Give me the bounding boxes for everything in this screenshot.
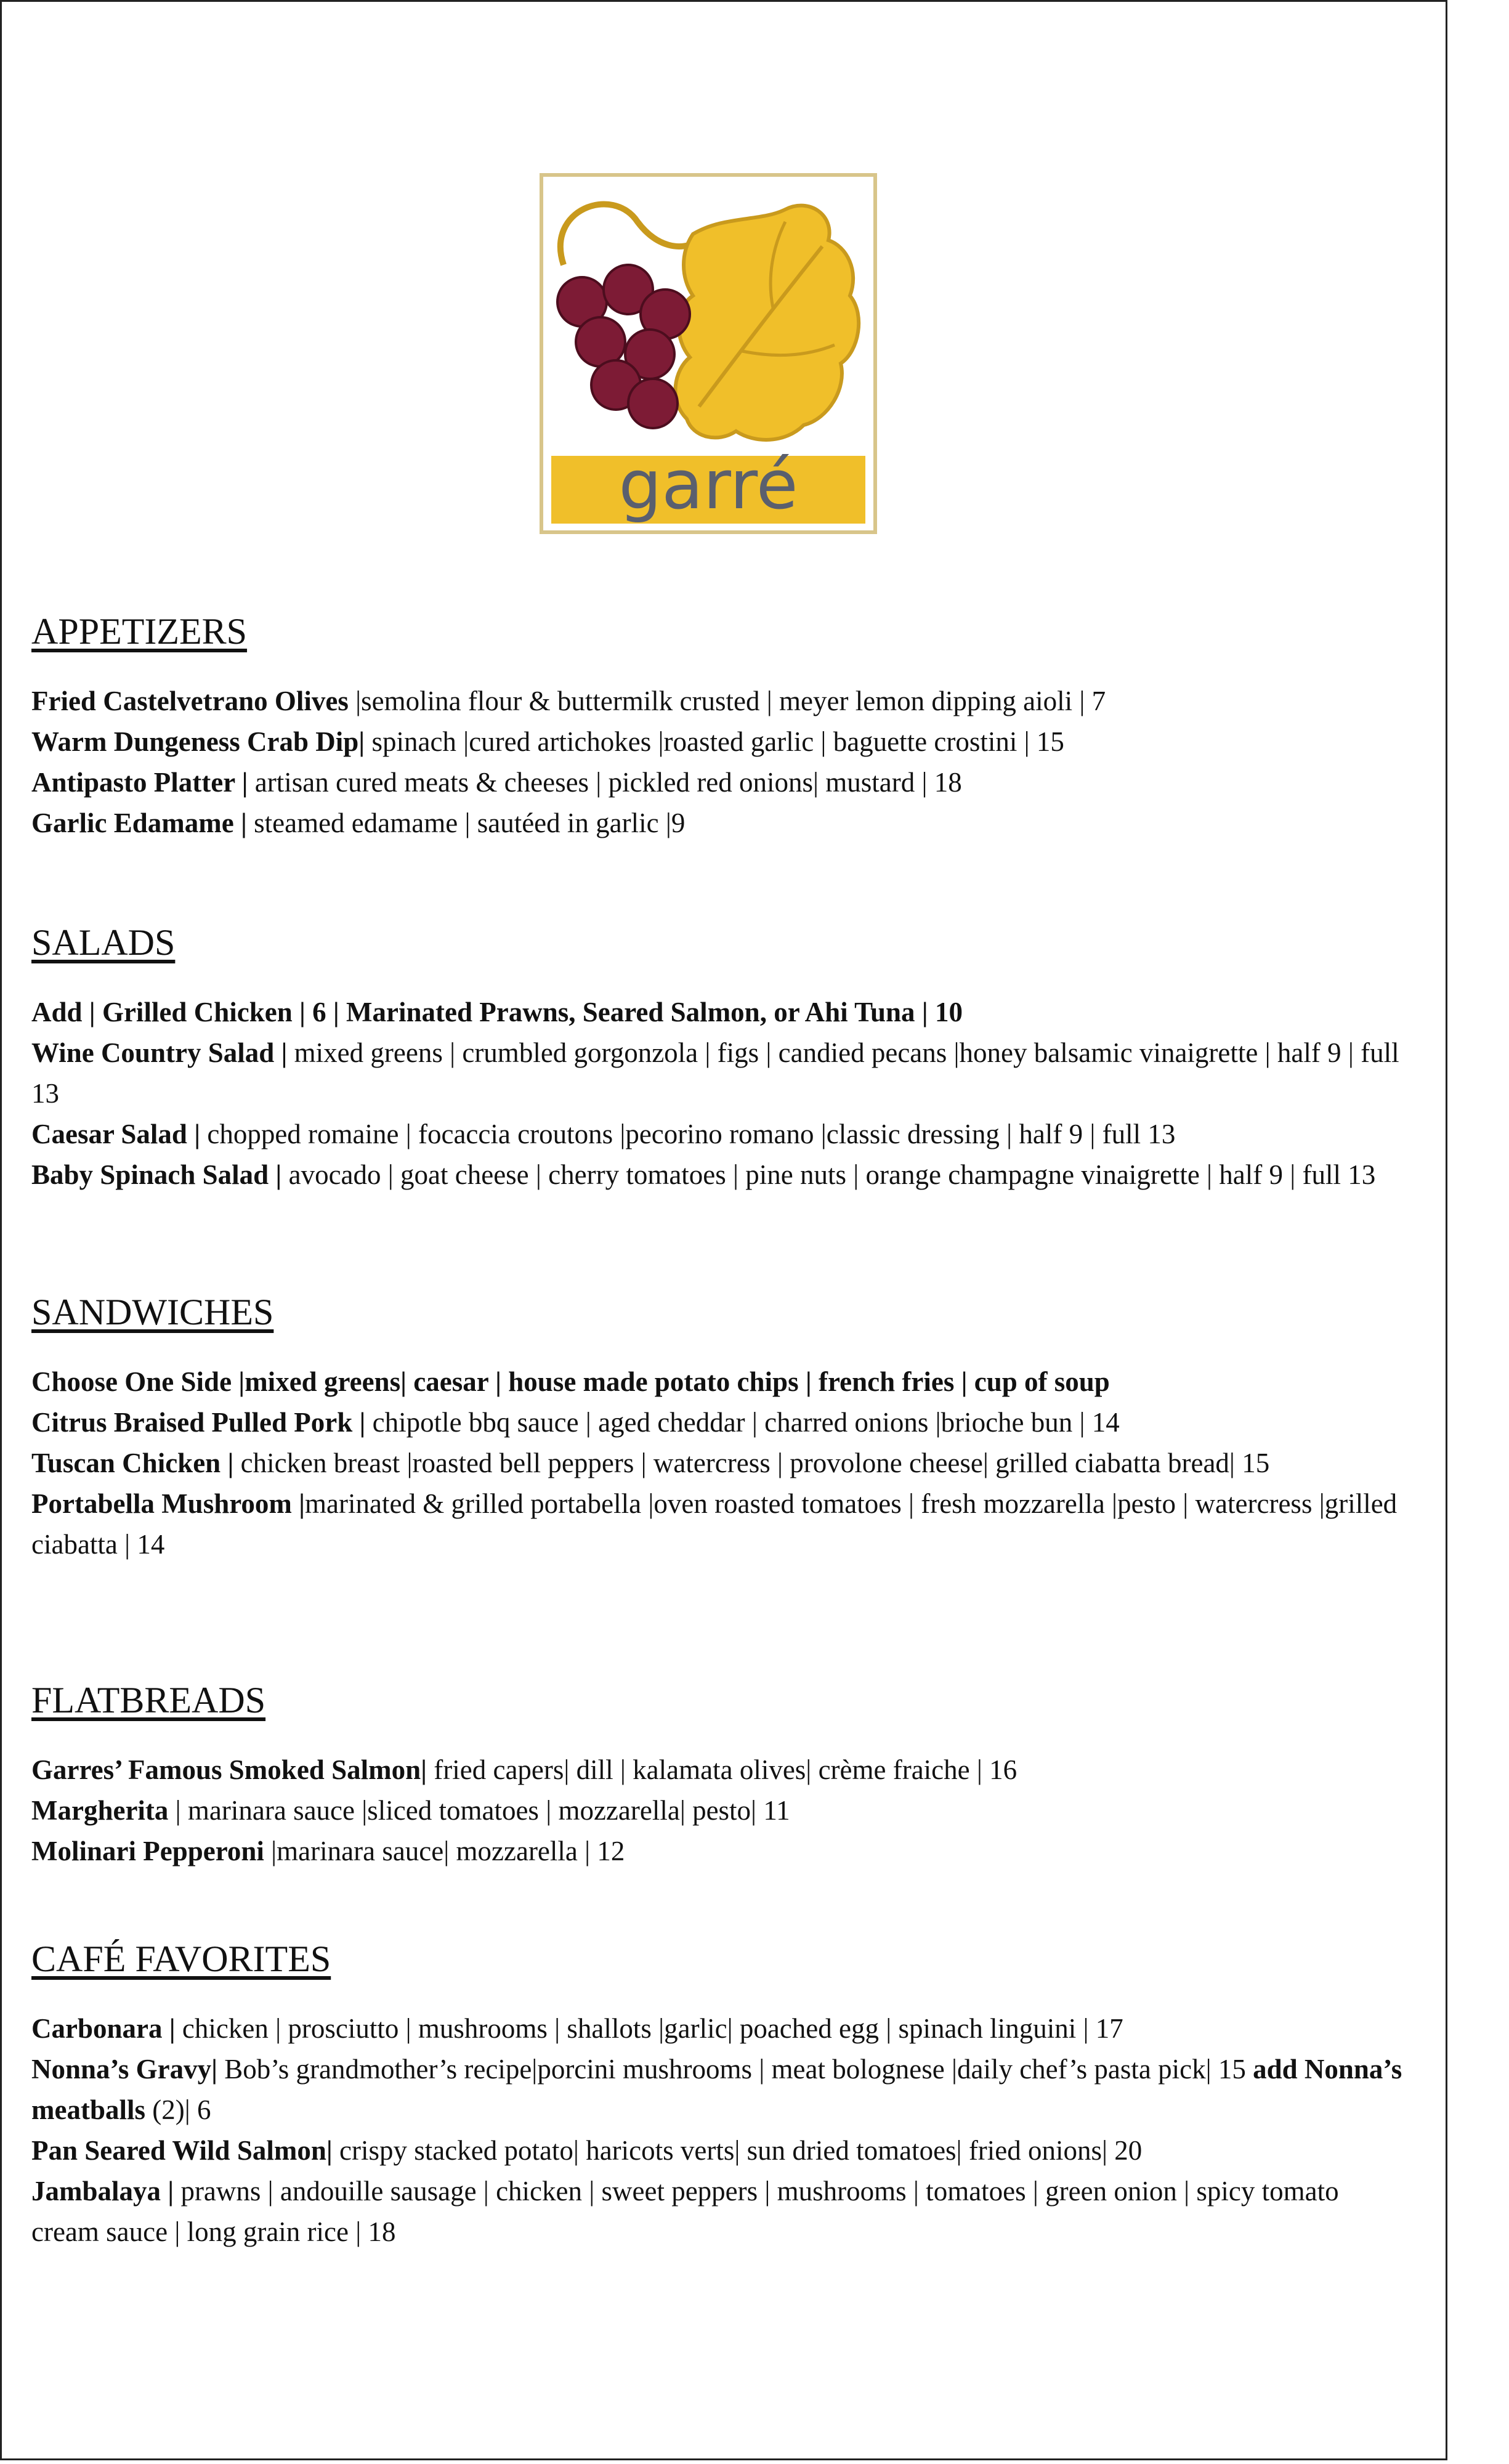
menu-item [31, 1361, 1411, 1402]
item-name: Portabella Mushroom | [31, 1488, 305, 1519]
section-title: FLATBREADS [31, 1680, 266, 1720]
item-description: fried capers| dill | kalamata olives| crème fraiche | 16 [427, 1754, 1017, 1785]
item-name: Jambalaya | [31, 2176, 174, 2207]
item-name: Wine Country Salad | [31, 1037, 288, 1068]
section-appetizers [31, 607, 1411, 843]
menu-item [31, 1402, 1411, 1443]
item-description: chicken breast |roasted bell peppers | watercress | provolone cheese| grilled ciabatta bread| 15 [233, 1448, 1270, 1478]
item-description: prawns | andouille sausage | chicken | sweet peppers | mushrooms | tomatoes | green onion | spicy tomato cream sauce | long grain rice | 18 [31, 2176, 1339, 2247]
item-description: artisan cured meats & cheeses | pickled red onions| mustard | 18 [248, 767, 962, 798]
section-sandwiches [31, 1287, 1411, 1565]
item-name: Fried Castelvetrano Olives [31, 686, 356, 716]
menu-item [31, 1114, 1411, 1154]
item-addon-name: add Nonna’s meatballs [31, 2054, 1402, 2125]
menu-item [31, 2049, 1411, 2130]
item-description: chopped romaine | focaccia croutons |pecorino romano |classic dressing | half 9 | full 13 [200, 1119, 1176, 1149]
logo-wordmark: garré [618, 445, 798, 524]
menu-item [31, 1831, 1411, 1871]
menu-item [31, 803, 1411, 843]
item-description: chicken | prosciutto | mushrooms | shallots |garlic| poached egg | spinach linguini | 17 [175, 2013, 1123, 2044]
item-name: Add | Grilled Chicken | 6 | Marinated Prawns, Seared Salmon, or Ahi Tuna | 10 [31, 997, 963, 1027]
item-description: chipotle bbq sauce | aged cheddar | charred onions |brioche bun | 14 [365, 1407, 1120, 1438]
section-cafe-favorites [31, 1934, 1411, 2252]
item-name: Antipasto Platter | [31, 767, 248, 798]
menu-item [31, 1483, 1411, 1565]
item-name: Warm Dungeness Crab Dip| [31, 726, 365, 757]
menu-item [31, 2171, 1411, 2252]
section-salads [31, 918, 1411, 1195]
grape-leaf-logo-icon [539, 172, 878, 535]
item-description: crispy stacked potato| haricots verts| sun dried tomatoes| fried onions| 20 [332, 2135, 1143, 2166]
item-name: Margherita [31, 1795, 169, 1826]
item-description: | marinara sauce |sliced tomatoes | mozzarella| pesto| 11 [168, 1795, 790, 1826]
menu-item [31, 2008, 1411, 2049]
item-description: spinach |cured artichokes |roasted garlic | baguette crostini | 15 [365, 726, 1064, 757]
item-description: mixed greens | crumbled gorgonzola | figs | candied pecans |honey balsamic vinaigrette | half 9 | full 13 [31, 1037, 1399, 1109]
menu-item [31, 762, 1411, 803]
item-name: Molinari Pepperoni [31, 1836, 264, 1866]
item-description: Bob’s grandmother’s recipe|porcini mushrooms | meat bolognese |daily chef’s pasta pick| 15 [217, 2054, 1253, 2085]
menu-item [31, 721, 1411, 762]
item-description: marinated & grilled portabella |oven roasted tomatoes | fresh mozzarella |pesto | watercress |grilled ciabatta | 14 [31, 1488, 1398, 1560]
menu-item [31, 1443, 1411, 1483]
menu-item [31, 1154, 1411, 1195]
item-name: Pan Seared Wild Salmon| [31, 2135, 333, 2166]
garre-logo [539, 172, 878, 535]
item-name: Garres’ Famous Smoked Salmon| [31, 1754, 427, 1785]
item-name: Nonna’s Gravy| [31, 2054, 218, 2085]
item-description: |marinara sauce| mozzarella | 12 [264, 1836, 625, 1866]
menu-item [31, 1749, 1411, 1790]
section-flatbreads [31, 1676, 1411, 1871]
item-name: Choose One Side |mixed greens| caesar | house made potato chips | french fries | cup of soup [31, 1366, 1110, 1397]
section-title: CAFÉ FAVORITES [31, 1939, 331, 1979]
item-name: Carbonara | [31, 2013, 176, 2044]
item-description: steamed edamame | sautéed in garlic |9 [246, 808, 686, 838]
menu-item [31, 1032, 1411, 1114]
menu-item [31, 992, 1411, 1032]
item-name: Garlic Edamame | [31, 808, 247, 838]
section-title: SALADS [31, 922, 176, 963]
item-name: Tuscan Chicken | [31, 1448, 234, 1478]
item-addon-description: (2)| 6 [145, 2094, 211, 2125]
item-name: Caesar Salad | [31, 1119, 201, 1149]
menu-item [31, 681, 1411, 721]
section-title: APPETIZERS [31, 611, 248, 652]
item-description: |semolina flour & buttermilk crusted | meyer lemon dipping aioli | 7 [355, 686, 1106, 716]
item-description: avocado | goat cheese | cherry tomatoes | pine nuts | orange champagne vinaigrette | half 9 | full 13 [281, 1159, 1376, 1190]
menu-item [31, 1790, 1411, 1831]
item-name: Citrus Braised Pulled Pork | [31, 1407, 366, 1438]
item-name: Baby Spinach Salad | [31, 1159, 282, 1190]
menu-item [31, 2130, 1411, 2171]
section-title: SANDWICHES [31, 1292, 274, 1332]
